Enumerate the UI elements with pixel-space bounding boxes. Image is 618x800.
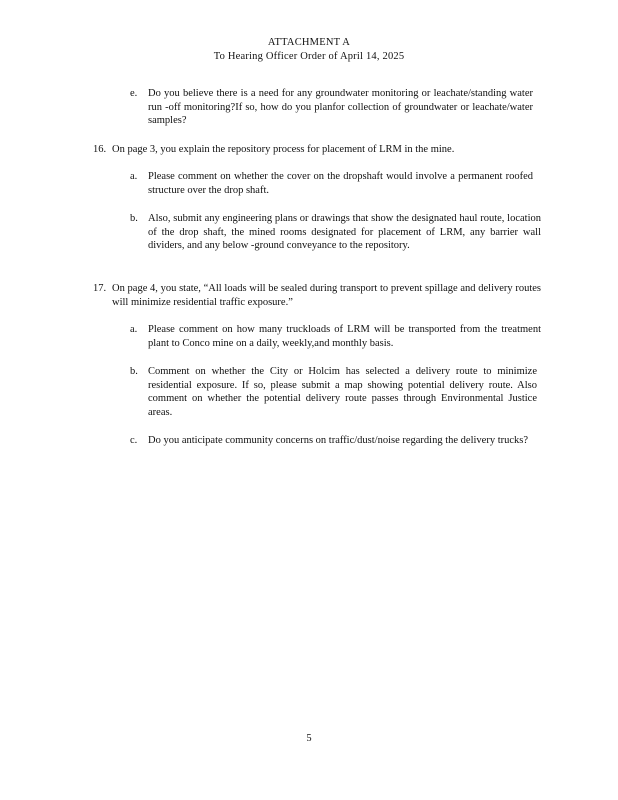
page-number: 5 bbox=[306, 733, 312, 744]
item-17c-text bbox=[148, 434, 534, 448]
item-e-body: Do you believe there is a need for any groundwater monitoring or leachate/standing water run -off monitoring?If so, how do you planfor collection of groundwater or leachate/water samples? bbox=[148, 88, 533, 126]
item-marker-17c: c. bbox=[130, 435, 138, 446]
item-marker-16a: a. bbox=[130, 171, 138, 182]
item-16a-text bbox=[148, 170, 533, 197]
item-17-body: On page 4, you state, “All loads will be sealed during transport to prevent spillage and delivery routes will minimize residential traffic exposure.” bbox=[112, 283, 541, 308]
item-17b-body: Comment on whether the City or Holcim has selected a delivery route to minimize residential exposure. If so, please submit a map showing potential delivery route. Also comment on whether the potential delivery route passes through Environmental Justice areas. bbox=[148, 366, 537, 418]
item-16b-text bbox=[148, 212, 541, 253]
item-marker-17: 17. bbox=[93, 283, 107, 294]
item-marker-17b: b. bbox=[130, 366, 138, 377]
item-16-text bbox=[112, 143, 522, 157]
item-marker-16: 16. bbox=[93, 144, 107, 155]
order-reference-heading: To Hearing Officer Order of April 14, 2025 bbox=[213, 51, 405, 62]
item-17a-body: Please comment on how many truckloads of LRM will be transported from the treatment plant to Conco mine on a daily, weekly,and monthly basis. bbox=[148, 324, 541, 349]
attachment-heading: ATTACHMENT A bbox=[267, 37, 351, 48]
item-marker-e: e. bbox=[130, 88, 138, 99]
item-16a-body: Please comment on whether the cover on the dropshaft would involve a permanent roofed structure over the drop shaft. bbox=[148, 171, 533, 196]
item-marker-16b: b. bbox=[130, 213, 138, 224]
item-16-body: On page 3, you explain the repository process for placement of LRM in the mine. bbox=[112, 144, 455, 155]
item-16b-body: Also, submit any engineering plans or drawings that show the designated haul route, location of the drop shaft, the mined rooms designated for placement of LRM, any barrier wall dividers, and any below -ground conveyance to the repository. bbox=[148, 213, 541, 251]
item-17b-text bbox=[148, 365, 537, 419]
item-17a-text bbox=[148, 323, 541, 350]
item-17-text bbox=[112, 282, 541, 309]
item-e-text bbox=[148, 87, 533, 128]
item-17c-body: Do you anticipate community concerns on traffic/dust/noise regarding the delivery trucks? bbox=[148, 435, 529, 446]
item-marker-17a: a. bbox=[130, 324, 138, 335]
